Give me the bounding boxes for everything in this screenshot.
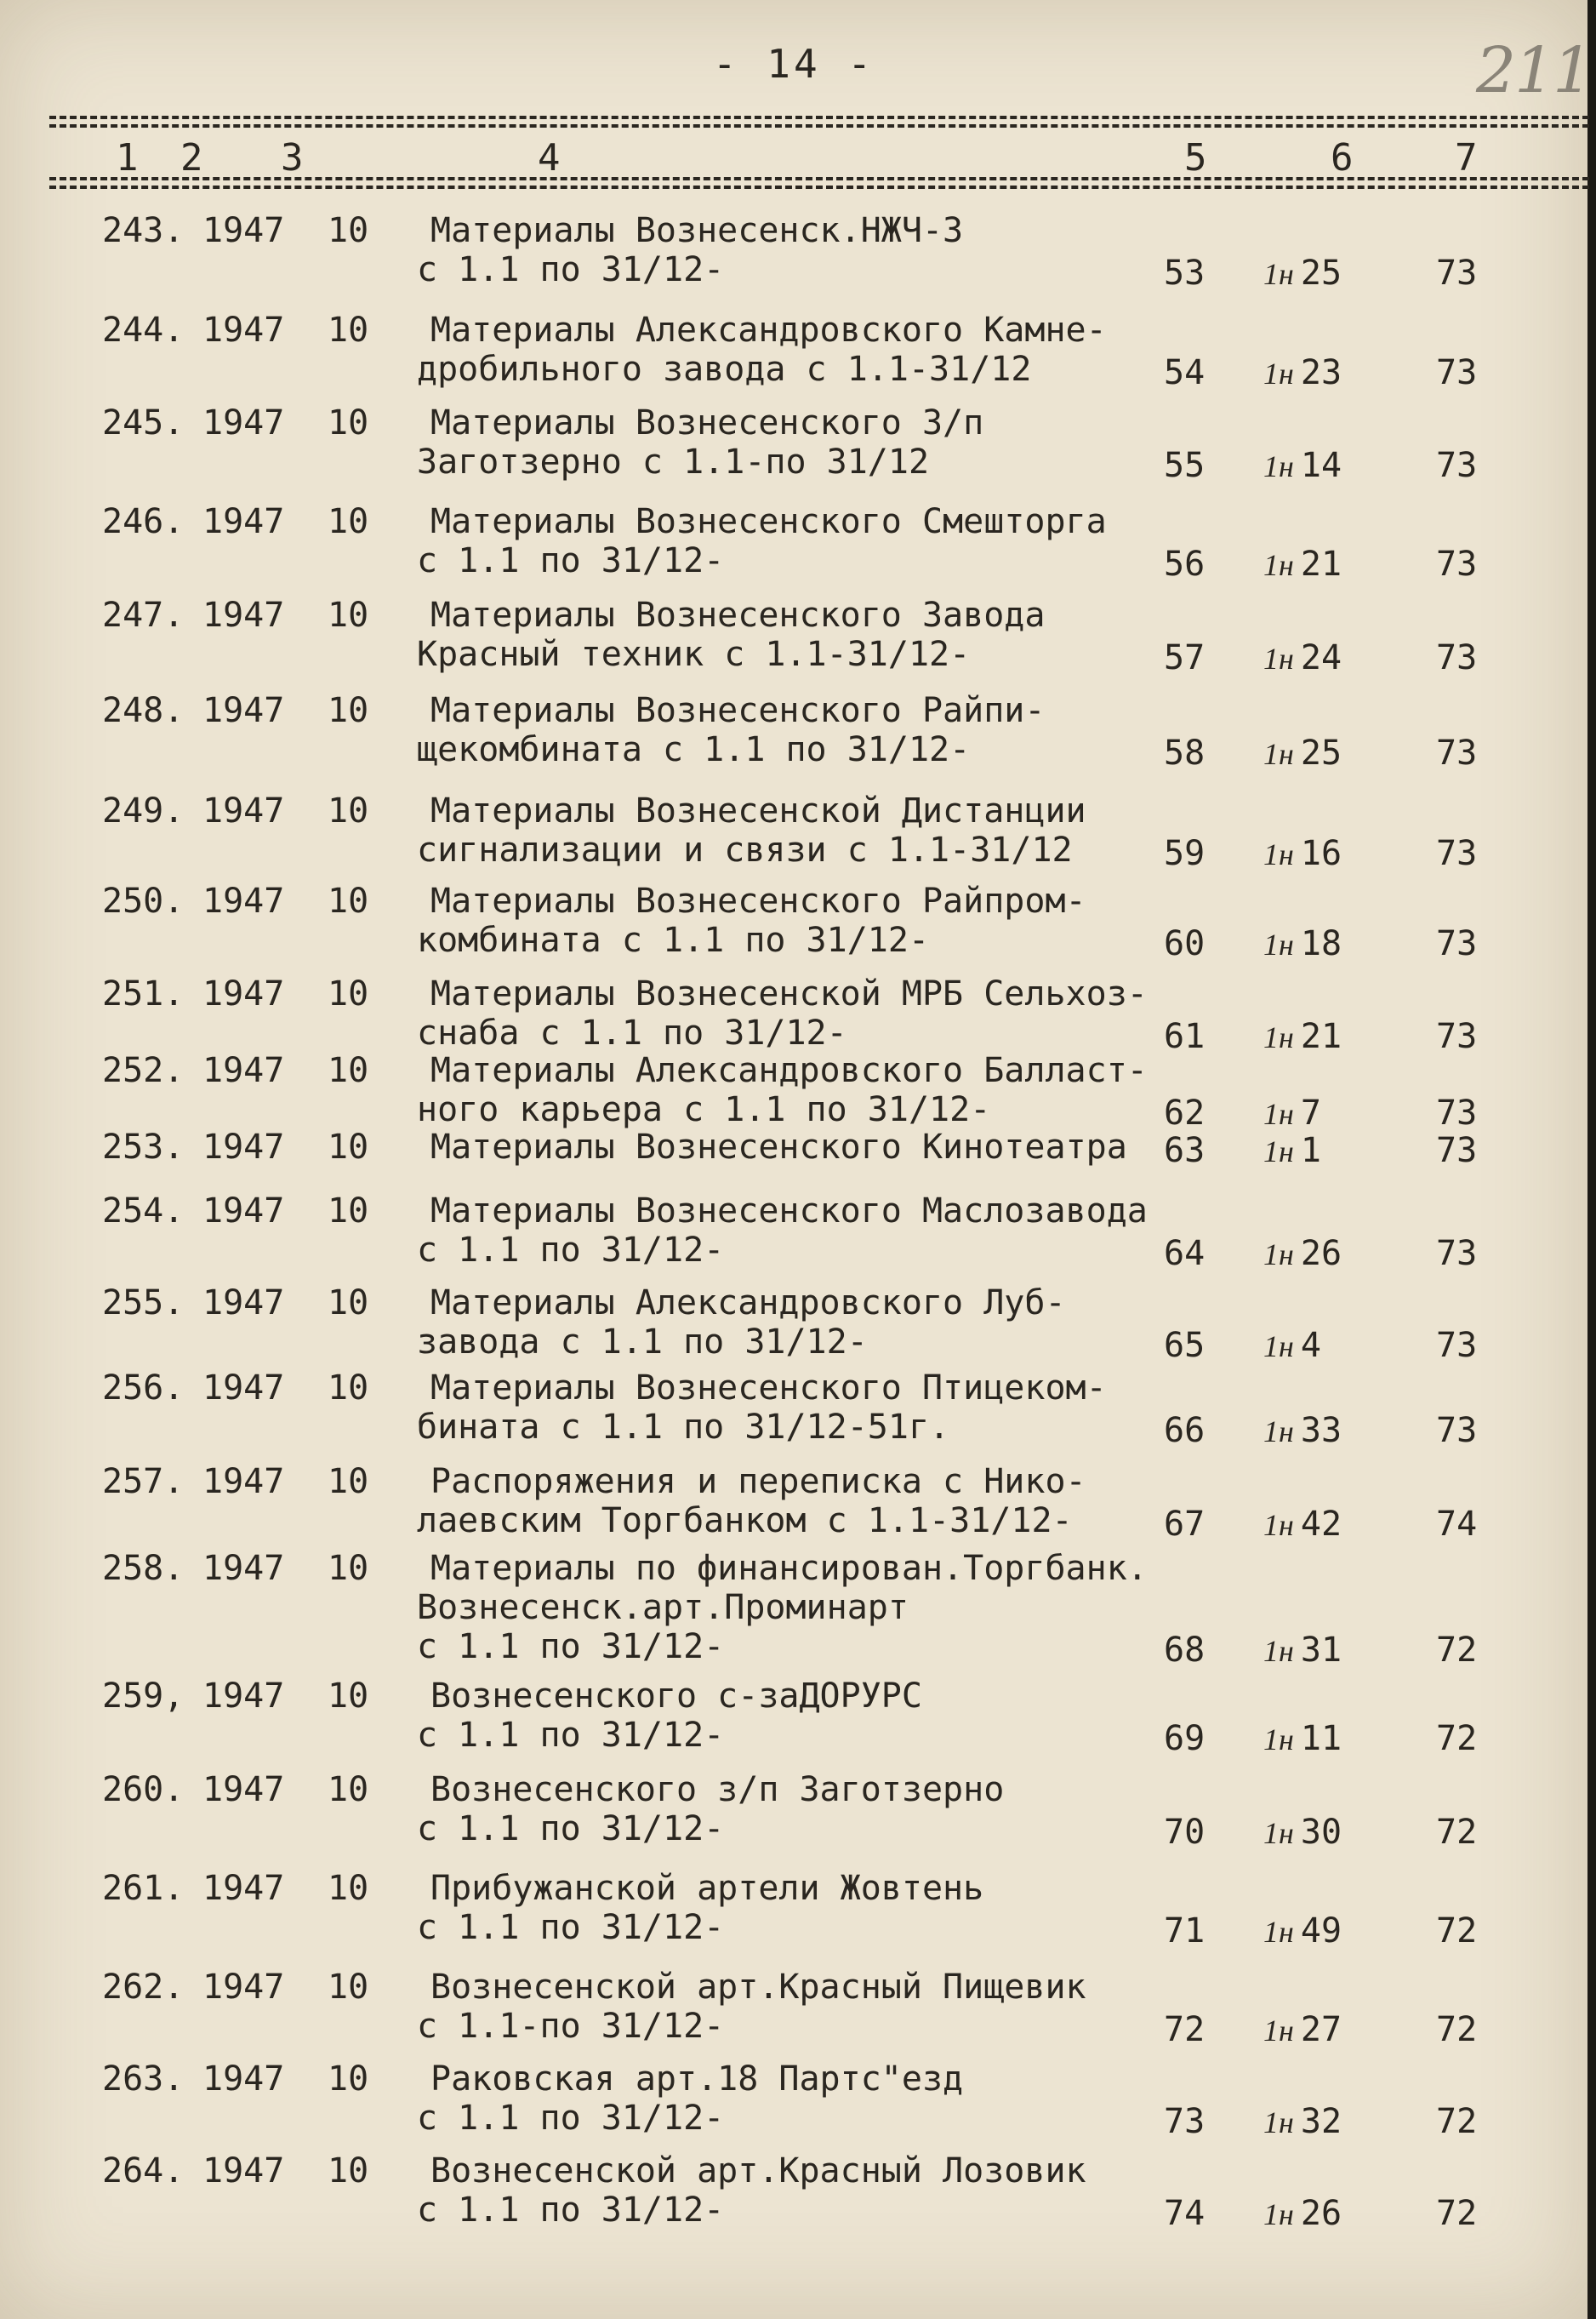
item-inventory-ref [1263,1131,1321,1170]
item-sheet-count: 60 [1164,924,1206,963]
item-term: 10 [328,311,369,350]
inventory-number: 1 [1300,1131,1321,1170]
item-sheet-count: 70 [1164,1813,1206,1852]
item-number: 258. [102,1549,185,1588]
item-sheet-count: 73 [1164,2102,1206,2141]
item-title-line: Материалы Александровского Балласт- [430,1051,1148,1090]
item-inventory-ref [1263,1813,1342,1852]
item-year: 1947 [202,596,285,635]
item-sheet-count: 61 [1164,1017,1206,1056]
item-year: 1947 [202,1051,285,1090]
item-inventory-ref [1263,353,1342,392]
item-title [417,1968,1086,2046]
item-term: 10 [328,403,369,443]
page-number: - 14 - [712,41,875,87]
item-title-line: Вознесенск.арт.Проминарт [417,1588,909,1627]
item-year-end: 72 [1436,1631,1478,1670]
item-title-line: Вознесенского с-заДОРУРС [430,1676,922,1716]
item-year: 1947 [202,403,285,443]
item-term: 10 [328,1549,369,1588]
item-number: 245. [102,403,185,443]
item-sheet-count: 69 [1164,1719,1206,1758]
item-term: 10 [328,1191,369,1231]
inventory-prefix: 1н [1263,928,1294,962]
item-inventory-ref [1263,545,1342,584]
item-inventory-ref [1263,734,1342,773]
item-title-line: с 1.1 по 31/12- [417,1809,725,1848]
archive-folio-number: 211 [1476,34,1592,107]
item-inventory-ref [1263,1017,1342,1056]
item-sheet-count: 58 [1164,734,1206,773]
inventory-number: 14 [1300,446,1342,485]
item-number: 256. [102,1368,185,1408]
item-title-line: снаба с 1.1 по 31/12- [417,1014,847,1053]
item-inventory-ref [1263,446,1342,485]
item-number: 253. [102,1128,185,1167]
header-rule-bottom-double [49,186,1589,189]
item-term: 10 [328,1051,369,1090]
item-sheet-count: 67 [1164,1505,1206,1544]
item-inventory-ref [1263,1094,1321,1133]
inventory-number: 33 [1300,1411,1342,1450]
item-title-line: лаевским Торгбанком с 1.1-31/12- [417,1501,1073,1540]
item-number: 252. [102,1051,185,1090]
item-title-line: с 1.1 по 31/12- [417,2190,725,2230]
item-year: 1947 [202,882,285,921]
inventory-prefix: 1н [1263,1816,1294,1850]
item-title-line: бината с 1.1 по 31/12-51г. [417,1408,950,1447]
inventory-number: 30 [1300,1813,1342,1852]
item-title [417,1869,983,1947]
item-year-end: 72 [1436,2010,1478,2049]
item-number: 249. [102,791,185,831]
item-number: 243. [102,211,185,250]
item-year: 1947 [202,1968,285,2007]
item-title [417,1368,1107,1447]
item-number: 264. [102,2151,185,2190]
item-inventory-ref [1263,1411,1342,1450]
item-year-end: 74 [1436,1505,1478,1544]
inventory-number: 24 [1300,638,1342,677]
inventory-number: 16 [1300,834,1342,873]
item-number: 255. [102,1283,185,1322]
inventory-number: 26 [1300,1234,1342,1273]
item-sheet-count: 59 [1164,834,1206,873]
item-title-line: Материалы по финансирован.Торгбанк. [430,1549,1148,1588]
item-title-line: Материалы Вознесенск.НЖЧ-3 [430,211,964,250]
item-title [417,1191,1148,1270]
item-year-end: 72 [1436,1911,1478,1951]
item-year-end: 73 [1436,1326,1478,1365]
item-title [417,1676,922,1755]
item-year-end: 72 [1436,1719,1478,1758]
item-year-end: 73 [1436,1411,1478,1450]
item-term: 10 [328,2059,369,2099]
item-year: 1947 [202,211,285,250]
inventory-prefix: 1н [1263,1329,1294,1363]
item-title-line: сигнализации и связи с 1.1-31/12 [417,831,1073,870]
item-number: 244. [102,311,185,350]
item-sheet-count: 66 [1164,1411,1206,1450]
item-title-line: Материалы Вознесенского Райпром- [430,882,1086,921]
inventory-number: 21 [1300,1017,1342,1056]
inventory-prefix: 1н [1263,2197,1294,2231]
inventory-number: 32 [1300,2102,1342,2141]
item-number: 262. [102,1968,185,2007]
item-sheet-count: 63 [1164,1131,1206,1170]
item-inventory-ref [1263,924,1342,963]
item-inventory-ref [1263,1326,1321,1365]
item-term: 10 [328,974,369,1014]
inventory-number: 26 [1300,2194,1342,2233]
item-title [417,1051,1148,1129]
column-number-7: 7 [1455,136,1478,180]
item-year: 1947 [202,974,285,1014]
inventory-prefix: 1н [1263,257,1294,291]
item-year: 1947 [202,791,285,831]
inventory-prefix: 1н [1263,1237,1294,1271]
item-year-end: 72 [1436,1813,1478,1852]
item-title [417,403,983,482]
item-title-line: завода с 1.1 по 31/12- [417,1322,868,1362]
item-year-end: 72 [1436,2102,1478,2141]
item-year-end: 73 [1436,446,1478,485]
inventory-prefix: 1н [1263,2013,1294,2048]
item-title-line: Материалы Вознесенского Птицеком- [430,1368,1107,1408]
item-sheet-count: 55 [1164,446,1206,485]
item-title [417,1283,1066,1362]
inventory-prefix: 1н [1263,1634,1294,1668]
inventory-prefix: 1н [1263,449,1294,483]
item-inventory-ref [1263,1719,1342,1758]
inventory-number: 25 [1300,254,1342,293]
item-term: 10 [328,882,369,921]
item-inventory-ref [1263,2102,1342,2141]
item-term: 10 [328,1869,369,1908]
item-number: 259, [102,1676,185,1716]
inventory-prefix: 1н [1263,2105,1294,2139]
item-sheet-count: 71 [1164,1911,1206,1951]
inventory-number: 49 [1300,1911,1342,1951]
item-sheet-count: 57 [1164,638,1206,677]
inventory-number: 21 [1300,545,1342,584]
item-year: 1947 [202,502,285,541]
item-title-line: Распоряжения и переписка с Нико- [430,1462,1086,1501]
item-number: 247. [102,596,185,635]
item-title-line: с 1.1 по 31/12- [417,1908,725,1947]
item-inventory-ref [1263,1234,1342,1273]
item-number: 250. [102,882,185,921]
item-year-end: 73 [1436,834,1478,873]
item-title-line: Заготзерно с 1.1-по 31/12 [417,443,930,482]
inventory-prefix: 1н [1263,642,1294,676]
item-term: 10 [328,1462,369,1501]
item-title [417,1549,1148,1666]
inventory-prefix: 1н [1263,357,1294,391]
item-number: 254. [102,1191,185,1231]
item-sheet-count: 68 [1164,1631,1206,1670]
item-number: 248. [102,691,185,730]
inventory-prefix: 1н [1263,1414,1294,1448]
item-term: 10 [328,502,369,541]
inventory-prefix: 1н [1263,548,1294,582]
item-term: 10 [328,596,369,635]
item-title-line: Материалы Вознесенского Маслозавода [430,1191,1148,1231]
item-year: 1947 [202,311,285,350]
item-term: 10 [328,1368,369,1408]
item-title-line: Вознесенского з/п Заготзерно [430,1770,1005,1809]
item-year-end: 73 [1436,734,1478,773]
inventory-number: 27 [1300,2010,1342,2049]
item-title [417,596,1045,674]
item-title-line: Материалы Вознесенского Завода [430,596,1046,635]
inventory-number: 42 [1300,1505,1342,1544]
item-sheet-count: 72 [1164,2010,1206,2049]
column-number-1: 1 [116,136,139,180]
item-year: 1947 [202,1869,285,1908]
column-number-4: 4 [538,136,561,180]
item-number: 246. [102,502,185,541]
item-year-end: 73 [1436,545,1478,584]
item-year: 1947 [202,1770,285,1809]
item-title-line: Прибужанской артели Жовтень [430,1869,984,1908]
item-year-end: 73 [1436,1131,1478,1170]
header-rule-bottom [49,177,1589,180]
item-year: 1947 [202,1283,285,1322]
column-number-2: 2 [180,136,203,180]
item-term: 10 [328,1128,369,1167]
item-term: 10 [328,211,369,250]
item-sheet-count: 53 [1164,254,1206,293]
item-year-end: 73 [1436,1234,1478,1273]
item-title-line: Раковская арт.18 Партс"езд [430,2059,964,2099]
item-sheet-count: 54 [1164,353,1206,392]
item-title [417,1770,1004,1848]
item-title-line: щекомбината с 1.1 по 31/12- [417,730,971,769]
item-year-end: 73 [1436,254,1478,293]
item-term: 10 [328,1770,369,1809]
item-title-line: Материалы Александровского Камне- [430,311,1107,350]
item-year: 1947 [202,691,285,730]
item-title-line: с 1.1 по 31/12- [417,1716,725,1755]
item-year-end: 72 [1436,2194,1478,2233]
inventory-prefix: 1н [1263,737,1294,771]
item-year: 1947 [202,2151,285,2190]
item-title [417,882,1086,960]
item-number: 257. [102,1462,185,1501]
header-rule-top-double [49,124,1589,128]
item-title [417,2059,963,2138]
inventory-prefix: 1н [1263,1722,1294,1756]
item-title-line: Материалы Вознесенского Райпи- [430,691,1046,730]
item-title [417,502,1107,580]
item-year-end: 73 [1436,353,1478,392]
inventory-prefix: 1н [1263,1020,1294,1054]
item-title-line: ного карьера с 1.1 по 31/12- [417,1090,991,1129]
item-inventory-ref [1263,2010,1342,2049]
item-year: 1947 [202,1368,285,1408]
item-year-end: 73 [1436,638,1478,677]
item-term: 10 [328,1968,369,2007]
item-inventory-ref [1263,1631,1342,1670]
item-title [417,2151,1086,2230]
item-term: 10 [328,1283,369,1322]
item-title [417,1462,1086,1540]
item-term: 10 [328,2151,369,2190]
item-year: 1947 [202,1549,285,1588]
item-title-line: с 1.1 по 31/12- [417,541,725,580]
item-inventory-ref [1263,254,1342,293]
item-title [417,1128,1127,1167]
item-sheet-count: 64 [1164,1234,1206,1273]
item-year: 1947 [202,1128,285,1167]
item-title-line: Материалы Вознесенского Смешторга [430,502,1107,541]
column-number-6: 6 [1331,136,1354,180]
item-year-end: 73 [1436,1017,1478,1056]
header-rule-top [49,116,1589,119]
item-year-end: 73 [1436,1094,1478,1133]
item-title [417,974,1148,1053]
item-inventory-ref [1263,834,1342,873]
item-title-line: с 1.1 по 31/12- [417,1627,725,1666]
item-year: 1947 [202,2059,285,2099]
item-title-line: с 1.1-по 31/12- [417,2007,725,2046]
inventory-prefix: 1н [1263,1134,1294,1168]
item-number: 261. [102,1869,185,1908]
item-title-line: Вознесенской арт.Красный Лозовик [430,2151,1086,2190]
item-sheet-count: 65 [1164,1326,1206,1365]
column-number-3: 3 [281,136,304,180]
item-inventory-ref [1263,2194,1342,2233]
item-number: 263. [102,2059,185,2099]
inventory-number: 18 [1300,924,1342,963]
inventory-prefix: 1н [1263,1915,1294,1949]
item-title-line: с 1.1 по 31/12- [417,1231,725,1270]
item-inventory-ref [1263,1911,1342,1951]
inventory-number: 7 [1300,1094,1321,1133]
item-term: 10 [328,691,369,730]
item-inventory-ref [1263,638,1342,677]
item-title-line: с 1.1 по 31/12- [417,250,725,289]
item-number: 260. [102,1770,185,1809]
inventory-prefix: 1н [1263,1508,1294,1542]
inventory-prefix: 1н [1263,837,1294,871]
item-sheet-count: 62 [1164,1094,1206,1133]
item-sheet-count: 74 [1164,2194,1206,2233]
item-title-line: с 1.1 по 31/12- [417,2099,725,2138]
item-sheet-count: 56 [1164,545,1206,584]
inventory-number: 25 [1300,734,1342,773]
inventory-number: 31 [1300,1631,1342,1670]
item-title-line: дробильного завода с 1.1-31/12 [417,350,1032,389]
item-title-line: Материалы Вознесенского З/п [430,403,984,443]
inventory-number: 23 [1300,353,1342,392]
item-title-line: Вознесенской арт.Красный Пищевик [430,1968,1086,2007]
column-number-5: 5 [1184,136,1207,180]
item-title-line: комбината с 1.1 по 31/12- [417,921,930,960]
item-title-line: Материалы Вознесенской Дистанции [430,791,1086,831]
item-title-line: Материалы Вознесенской МРБ Сельхоз- [430,974,1148,1014]
item-title-line: Материалы Александровского Луб- [430,1283,1066,1322]
item-title [417,691,1045,769]
item-title-line: Красный техник с 1.1-31/12- [417,635,971,674]
item-year: 1947 [202,1462,285,1501]
item-inventory-ref [1263,1505,1342,1544]
item-title-line: Материалы Вознесенского Кинотеатра [430,1128,1127,1167]
inventory-prefix: 1н [1263,1097,1294,1131]
item-number: 251. [102,974,185,1014]
item-year: 1947 [202,1191,285,1231]
item-title [417,311,1107,389]
item-title [417,791,1086,870]
item-term: 10 [328,791,369,831]
item-title [417,211,963,289]
inventory-number: 11 [1300,1719,1342,1758]
inventory-number: 4 [1300,1326,1321,1365]
item-term: 10 [328,1676,369,1716]
item-year: 1947 [202,1676,285,1716]
item-year-end: 73 [1436,924,1478,963]
